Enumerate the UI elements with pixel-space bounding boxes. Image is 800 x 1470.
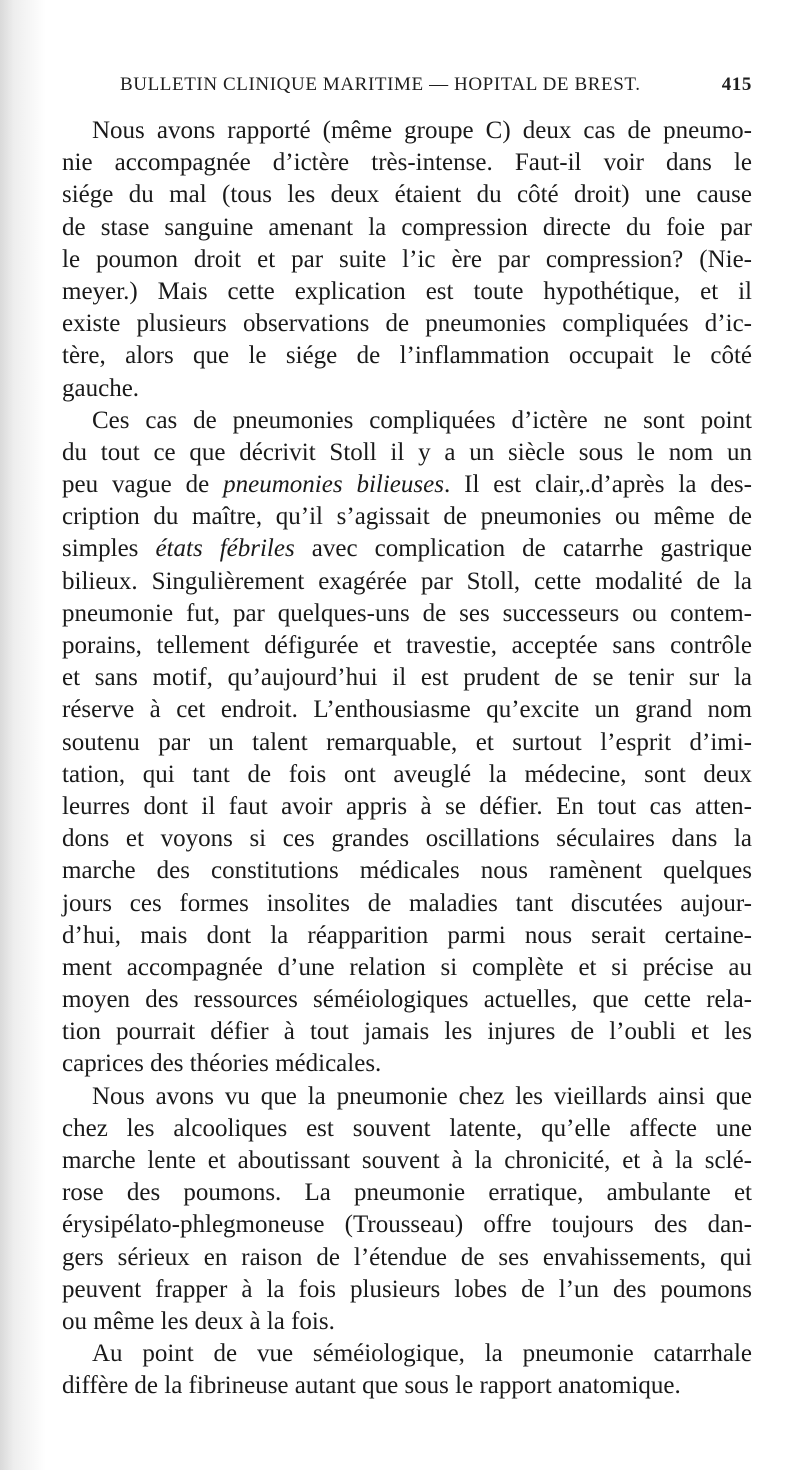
text-line: simples états fébriles avec complication de catarrhe gastrique xyxy=(62,535,752,563)
header-title: BULLETIN CLINIQUE MARITIME — HOPITAL DE BREST. xyxy=(120,74,641,95)
text-line: Au point de vue séméiologique, la pneumonie catarrhale xyxy=(92,1340,752,1368)
italic-text: pneumonies bilieuses xyxy=(223,471,444,499)
text-line: et sans motif, qu’aujourd’hui il est prudent de se tenir sur la xyxy=(62,664,752,692)
page-number: 415 xyxy=(721,74,752,95)
text-line: Nous avons vu que la pneumonie chez les vieillards ainsi que xyxy=(92,1082,752,1110)
running-header xyxy=(120,74,752,102)
text-line: gers sérieux en raison de l’étendue de ses envahissements, qui xyxy=(62,1243,752,1271)
paragraph xyxy=(62,115,752,405)
text-line: leurres dont il faut avoir appris à se défier. En tout cas atten- xyxy=(62,792,752,820)
text-line: marche des constitutions médicales nous ramènent quelques xyxy=(62,857,752,885)
text-line: du tout ce que décrivit Stoll il y a un siècle sous le nom un xyxy=(62,438,752,466)
text-line: moyen des ressources séméiologiques actuelles, que cette rela- xyxy=(62,986,752,1014)
text-line: peuvent frapper à la fois plusieurs lobes de l’un des poumons xyxy=(62,1275,752,1303)
paragraph xyxy=(62,1338,752,1402)
paragraph xyxy=(62,1081,752,1339)
text-line: caprices des théories médicales. xyxy=(62,1050,382,1078)
text-line: jours ces formes insolites de maladies tant discutées aujour- xyxy=(62,889,752,917)
body-text xyxy=(62,115,752,1403)
text-line: existe plusieurs observations de pneumonies compliquées d’ic- xyxy=(62,310,752,338)
text-line: rose des poumons. La pneumonie erratique, ambulante et xyxy=(62,1179,752,1207)
text-line: dons et voyons si ces grandes oscillations séculaires dans la xyxy=(62,825,752,853)
text-line: de stase sanguine amenant la compression directe du foie par xyxy=(62,213,752,241)
italic-text: états fébriles xyxy=(155,535,295,563)
paragraph xyxy=(62,405,752,1081)
text-line: ou même les deux à la fois. xyxy=(62,1307,335,1335)
text-line: chez les alcooliques est souvent latente, qu’elle affecte une xyxy=(62,1114,752,1142)
text-line: Nous avons rapporté (même groupe C) deux cas de pneumo- xyxy=(92,117,752,144)
text-line: soutenu par un talent remarquable, et surtout l’esprit d’imi- xyxy=(62,728,752,756)
text-line: siége du mal (tous les deux étaient du côté droit) une cause xyxy=(62,181,752,209)
text-line: nie accompagnée d’ictère très-intense. Faut-il voir dans le xyxy=(62,149,752,177)
text-line: Ces cas de pneumonies compliquées d’ictère ne sont point xyxy=(92,406,752,434)
text-line: réserve à cet endroit. L’enthousiasme qu’excite un grand nom xyxy=(62,696,752,724)
text-line: porains, tellement défigurée et travestie, acceptée sans contrôle xyxy=(62,632,752,659)
text-line: meyer.) Mais cette explication est toute hypothétique, et il xyxy=(62,277,752,305)
text-line: d’hui, mais dont la réapparition parmi nous serait certaine- xyxy=(62,921,752,949)
text-line: pneumonie fut, par quelques-uns de ses successeurs ou contem- xyxy=(62,599,752,627)
text-line: diffère de la fibrineuse autant que sous le rapport anatomique. xyxy=(62,1372,681,1400)
text-line: tion pourrait défier à tout jamais les injures de l’oubli et les xyxy=(62,1018,752,1046)
text-line: tation, qui tant de fois ont aveuglé la médecine, sont deux xyxy=(62,760,752,788)
text-line: marche lente et aboutissant souvent à la chronicité, et à la sclé- xyxy=(62,1147,752,1174)
page-edge-shadow xyxy=(0,0,46,1470)
text-line: peu vague de pneumonies bilieuses. Il est clair,.d’après la des- xyxy=(62,471,752,499)
text-line: tère, alors que le siége de l’inflammation occupait le côté xyxy=(62,342,752,370)
text-line: ment accompagnée d’une relation si complète et si précise au xyxy=(62,953,752,981)
text-line: gauche. xyxy=(62,374,140,402)
text-line: bilieux. Singulièrement exagérée par Stoll, cette modalité de la xyxy=(62,567,752,595)
text-line: le poumon droit et par suite l’ic ère par compression? (Nie- xyxy=(62,245,752,273)
text-line: cription du maître, qu’il s’agissait de pneumonies ou même de xyxy=(62,503,752,531)
text-line: érysipélato-phlegmoneuse (Trousseau) offre toujours des dan- xyxy=(62,1211,752,1239)
